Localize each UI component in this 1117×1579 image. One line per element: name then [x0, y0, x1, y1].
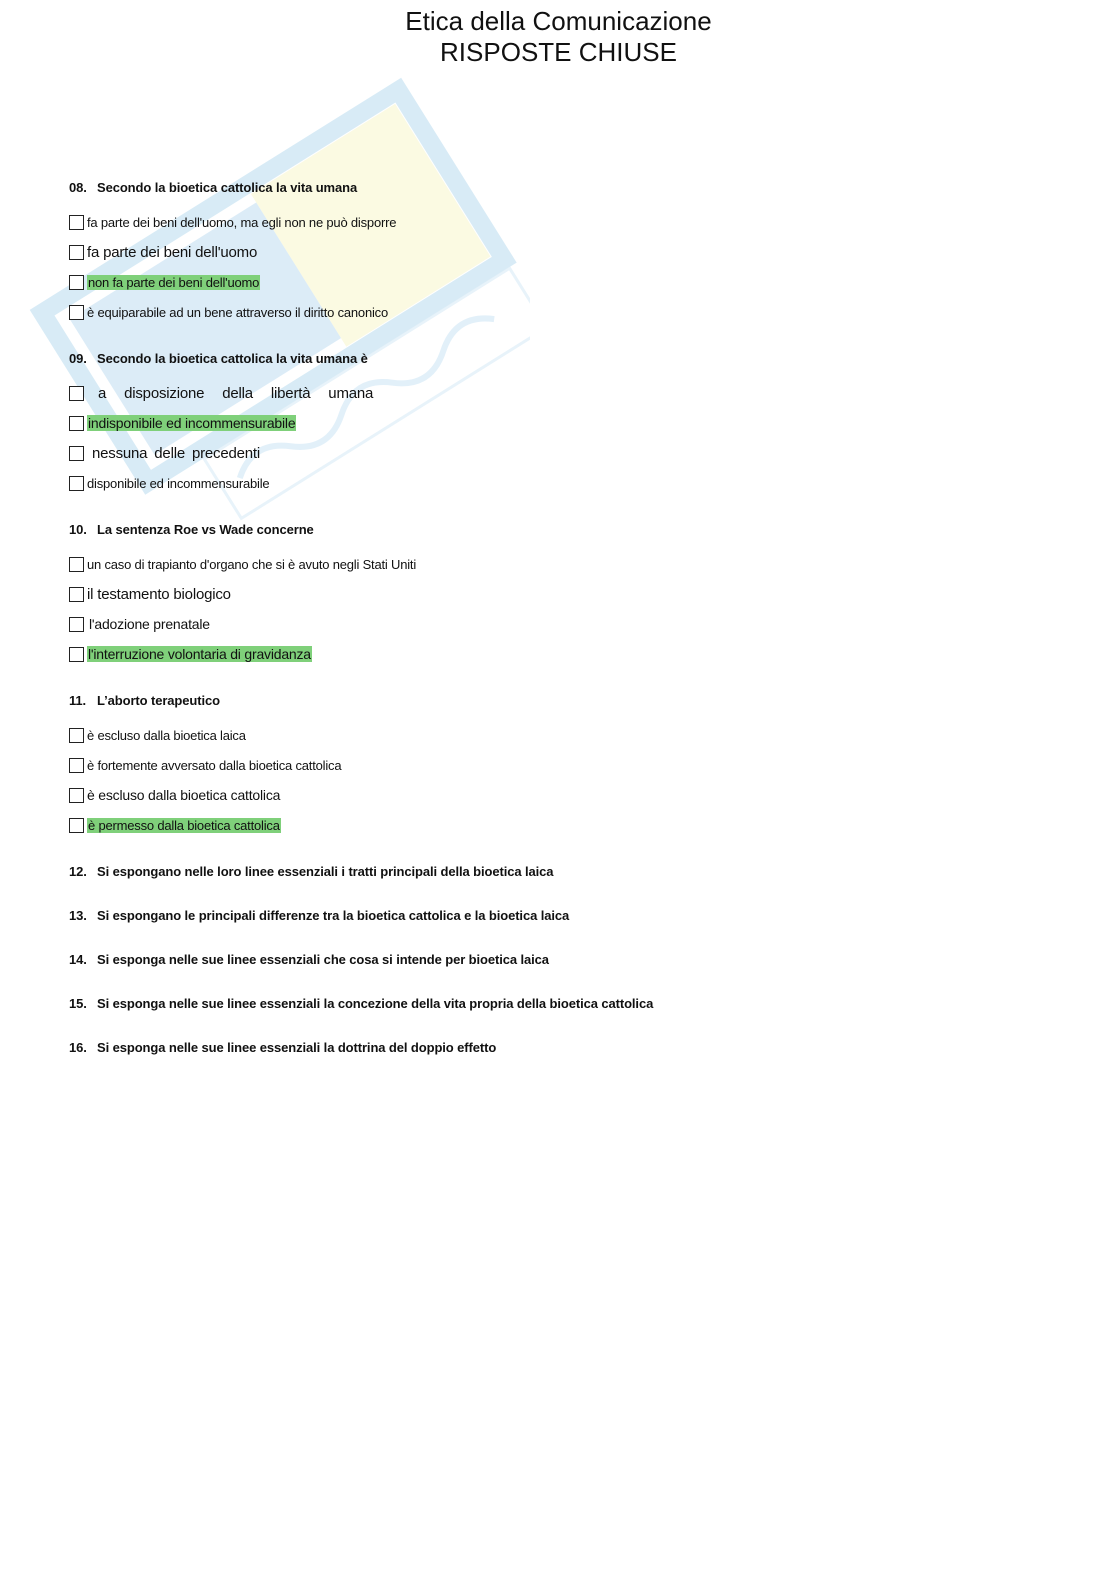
question-text: L’aborto terapeutico [97, 693, 220, 708]
answer-label-highlighted: l'interruzione volontaria di gravidanza [88, 646, 311, 662]
answer-label: nessuna delle precedenti [92, 444, 260, 462]
question-number: 13. [69, 908, 87, 923]
answer-checkbox[interactable] [69, 476, 84, 491]
answer-checkbox[interactable] [69, 305, 84, 320]
answer-option[interactable] [69, 549, 1069, 579]
answer-option-correct[interactable] [69, 408, 1069, 438]
answer-option[interactable] [69, 207, 1069, 237]
question-text: Secondo la bioetica cattolica la vita umana è [97, 351, 368, 366]
answer-option[interactable] [69, 780, 1069, 810]
answer-checkbox[interactable] [69, 245, 84, 260]
answer-label: il testamento biologico [87, 585, 231, 603]
question-number: 16. [69, 1040, 87, 1055]
question-09 [69, 348, 1069, 498]
answer-checkbox[interactable] [69, 647, 84, 662]
answer-label: fa parte dei beni dell'uomo [87, 243, 258, 261]
answer-checkbox[interactable] [69, 818, 84, 833]
question-number: 08. [69, 180, 87, 195]
question-title [69, 348, 1069, 370]
answer-checkbox[interactable] [69, 587, 84, 602]
question-number: 12. [69, 864, 87, 879]
answer-label-highlighted: indisponibile ed incommensurabile [88, 415, 296, 431]
question-text: Si esponga nelle sue linee essenziali che cosa si intende per bioetica laica [97, 952, 549, 967]
answer-label-highlighted: è permesso dalla bioetica cattolica [88, 817, 280, 833]
answer-label: fa parte dei beni dell'uomo, ma egli non ne può disporre [87, 214, 397, 230]
questions-section [69, 177, 1069, 1081]
answer-label-highlighted: non fa parte dei beni dell'uomo [88, 274, 260, 290]
question-text: Si esponga nelle sue linee essenziali la dottrina del doppio effetto [97, 1040, 497, 1055]
open-question-12 [69, 861, 1069, 883]
answer-option[interactable] [69, 720, 1069, 750]
answer-option-correct[interactable] [69, 639, 1069, 669]
page-subtitle: RISPOSTE CHIUSE [440, 37, 677, 67]
question-text: Si esponga nelle sue linee essenziali la concezione della vita propria della bioetica cattolica [97, 996, 654, 1011]
question-11 [69, 690, 1069, 840]
answer-option[interactable] [69, 750, 1069, 780]
answer-label: è escluso dalla bioetica laica [87, 727, 246, 743]
question-number: 11. [69, 693, 87, 708]
question-title [69, 519, 1069, 541]
answer-label: l'adozione prenatale [89, 616, 210, 632]
answer-option[interactable] [69, 468, 1069, 498]
answer-checkbox[interactable] [69, 215, 84, 230]
question-number: 10. [69, 522, 87, 537]
answer-option-correct[interactable] [69, 267, 1069, 297]
page-title: Etica della Comunicazione [405, 6, 712, 36]
answer-checkbox[interactable] [69, 557, 84, 572]
question-text: Si espongano nelle loro linee essenziali i tratti principali della bioetica laica [97, 864, 554, 879]
answer-option[interactable] [69, 297, 1069, 327]
open-question-14 [69, 949, 1069, 971]
answer-label: a disposizione della libertà umana [98, 384, 374, 402]
question-title [69, 690, 1069, 712]
open-question-16 [69, 1037, 1069, 1059]
answer-label: è escluso dalla bioetica cattolica [87, 787, 281, 803]
page-header [0, 6, 1117, 68]
answer-checkbox[interactable] [69, 788, 84, 803]
answer-option[interactable] [69, 378, 1069, 408]
answer-label: è equiparabile ad un bene attraverso il diritto canonico [87, 304, 389, 320]
question-text: Si espongano le principali differenze tra la bioetica cattolica e la bioetica laica [97, 908, 570, 923]
question-title [69, 177, 1069, 199]
answer-checkbox[interactable] [69, 386, 84, 401]
answer-checkbox[interactable] [69, 617, 84, 632]
answer-option[interactable] [69, 438, 1069, 468]
answer-option[interactable] [69, 609, 1069, 639]
open-question-13 [69, 905, 1069, 927]
answer-label: un caso di trapianto d'organo che si è avuto negli Stati Uniti [87, 556, 417, 572]
question-number: 09. [69, 351, 87, 366]
question-08 [69, 177, 1069, 327]
answer-option[interactable] [69, 237, 1069, 267]
answer-checkbox[interactable] [69, 728, 84, 743]
answer-checkbox[interactable] [69, 275, 84, 290]
answer-checkbox[interactable] [69, 446, 84, 461]
answer-option[interactable] [69, 579, 1069, 609]
question-number: 15. [69, 996, 87, 1011]
question-10 [69, 519, 1069, 669]
open-question-15 [69, 993, 1069, 1015]
answer-label: disponibile ed incommensurabile [87, 475, 270, 491]
answer-checkbox[interactable] [69, 758, 84, 773]
answer-option-correct[interactable] [69, 810, 1069, 840]
question-number: 14. [69, 952, 87, 967]
answer-label: è fortemente avversato dalla bioetica cattolica [87, 757, 342, 773]
answer-checkbox[interactable] [69, 416, 84, 431]
question-text: La sentenza Roe vs Wade concerne [97, 522, 314, 537]
question-text: Secondo la bioetica cattolica la vita umana [97, 180, 358, 195]
